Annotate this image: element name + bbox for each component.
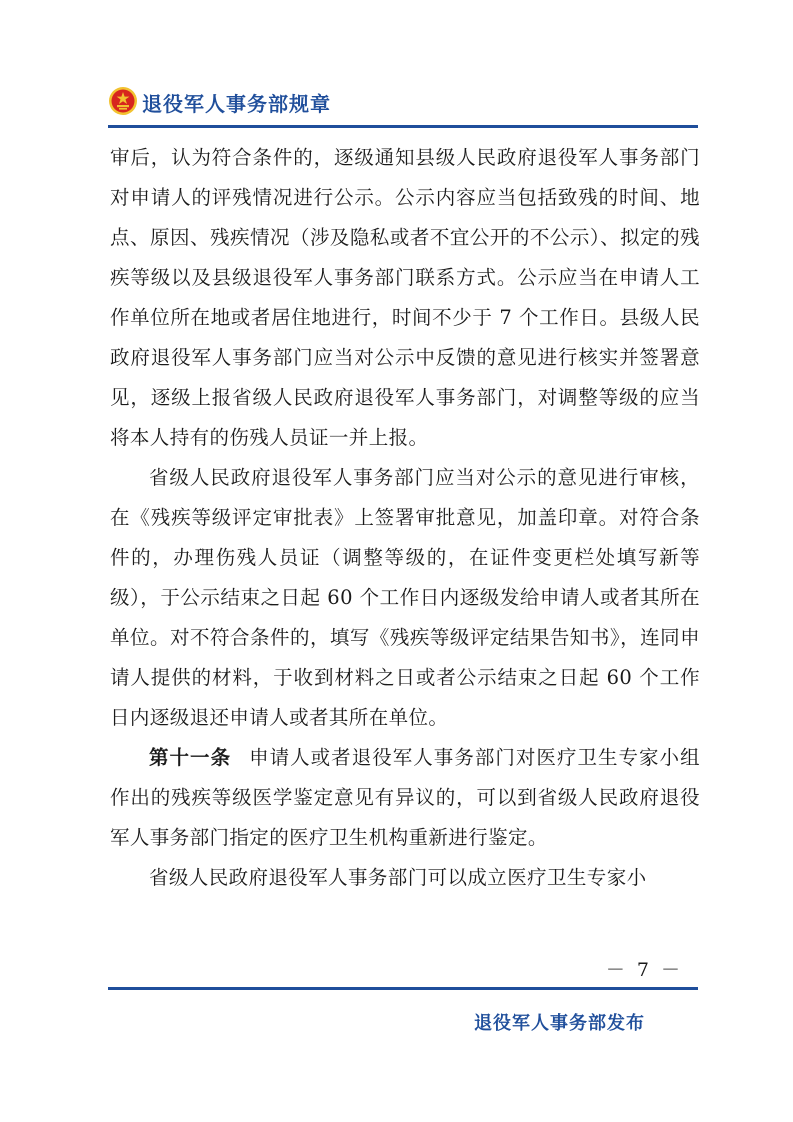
article-text: 申请人或者退役军人事务部门对医疗卫生专家小组作出的残疾等级医学鉴定意见有异议的，可以到省级人民政府退役军人事务部门指定的医疗卫生机构重新进行鉴定。 xyxy=(110,746,700,849)
article-number: 第十一条 xyxy=(149,746,232,769)
national-emblem-icon xyxy=(108,86,138,116)
paragraph: 省级人民政府退役军人事务部门可以成立医疗卫生专家小 xyxy=(149,866,647,889)
page-number: － 7 － xyxy=(605,959,683,981)
paragraph: 省级人民政府退役军人事务部门应当对公示的意见进行审核，在《残疾等级评定审批表》上签署审批意见，加盖印章。对符合条件的，办理伤残人员证（调整等级的，在证件变更栏处填写新等级），于公示结束之日起 60 个工作日内逐级发给申请人或者其所在单位。对不符合条件的，填写《残疾等级评定结果告知书》，连同申请人提供的材料，于收到材料之日或者公示结束之日起 60 个工作日内逐级退还申请人或者其所在单位。 xyxy=(110,466,700,729)
footer-divider xyxy=(108,987,698,990)
paragraph: 审后，认为符合条件的，逐级通知县级人民政府退役军人事务部门对申请人的评残情况进行公示。公示内容应当包括致残的时间、地点、原因、残疾情况（涉及隐私或者不宜公开的不公示）、拟定的残疾等级以及县级退役军人事务部门联系方式。公示应当在申请人工作单位所在地或者居住地进行，时间不少于 7 个工作日。县级人民政府退役军人事务部门应当对公示中反馈的意见进行核实并签署意见，逐级上报省级人民政府退役军人事务部门，对调整等级的应当将本人持有的伤残人员证一并上报。 xyxy=(110,146,700,449)
page-header xyxy=(108,84,698,122)
header-divider xyxy=(108,125,698,128)
header-title: 退役军人事务部规章 xyxy=(142,92,331,116)
document-body xyxy=(110,138,700,898)
publisher-label: 退役军人事务部发布 xyxy=(474,1013,645,1034)
article-paragraph xyxy=(110,738,700,858)
